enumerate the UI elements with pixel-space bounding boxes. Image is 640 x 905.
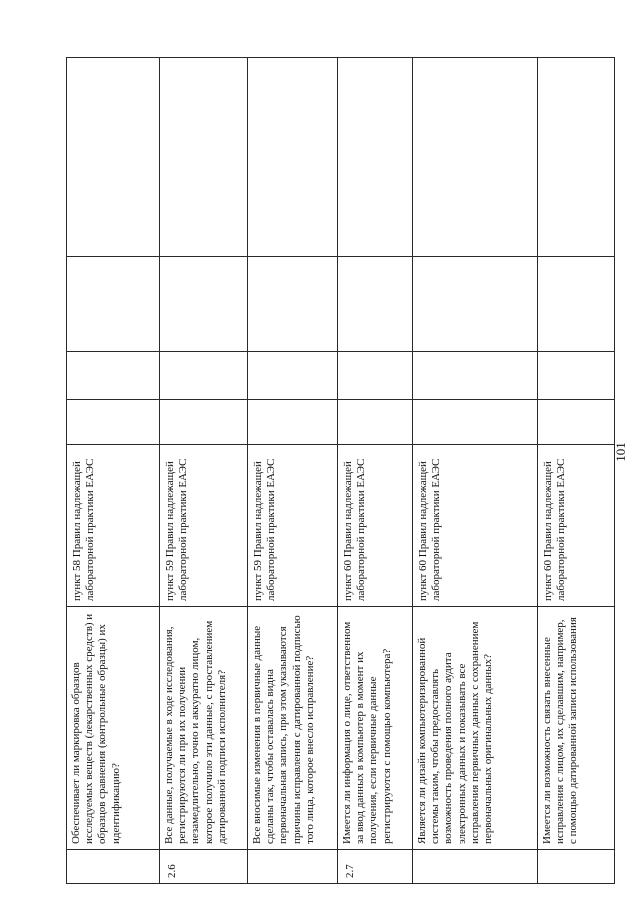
page-number: 101 — [613, 442, 628, 462]
answer-na-cell — [338, 257, 413, 352]
table-row — [413, 58, 538, 884]
answer-no-cell — [538, 352, 615, 400]
question-cell: Обеспечивает ли маркировка образцов исследуемых веществ (лекарственных средств) и образцов сравнения (контрольные образцы) их идентификацию? — [67, 607, 160, 850]
answer-yes-cell — [248, 400, 338, 445]
reference-cell: пункт 59 Правил надлежащей лабораторной практики ЕАЭС — [160, 445, 248, 607]
notes-cell — [248, 58, 338, 257]
reference-cell: пункт 60 Правил надлежащей лабораторной практики ЕАЭС — [538, 445, 615, 607]
answer-no-cell — [338, 352, 413, 400]
question-cell: Является ли дизайн компьютеризированной системы таким, чтобы предоставлять возможность проведения полного аудита электронных данных и показывать все исправления первичных данных с сохранением первоначальных оригинальных данных? — [413, 607, 538, 850]
answer-no-cell — [160, 352, 248, 400]
question-cell: Все данные, получаемые в ходе исследования, регистрируются ли при их получении незамедлительно, точно и аккуратно лицом, которое получило эти данные, с проставлением датированной подписи исполнителя? — [160, 607, 248, 850]
item-number-cell — [248, 850, 338, 884]
checklist-table — [66, 57, 615, 884]
item-number-cell: 2.6 — [160, 850, 248, 884]
table-row — [538, 58, 615, 884]
notes-cell — [160, 58, 248, 257]
answer-no-cell — [413, 352, 538, 400]
table-row — [67, 58, 160, 884]
item-number-cell — [538, 850, 615, 884]
question-cell: Все вносимые изменения в первичные данные сделаны так, чтобы оставалась видна первоначальная запись, при этом указываются причины исправления с датированной подписью того лица, которое внесло исправление? — [248, 607, 338, 850]
table-row — [160, 58, 248, 884]
item-number-cell: 2.7 — [338, 850, 413, 884]
answer-yes-cell — [67, 400, 160, 445]
answer-na-cell — [413, 257, 538, 352]
reference-cell: пункт 60 Правил надлежащей лабораторной практики ЕАЭС — [338, 445, 413, 607]
item-number-cell — [413, 850, 538, 884]
table-row — [338, 58, 413, 884]
notes-cell — [67, 58, 160, 257]
answer-yes-cell — [160, 400, 248, 445]
reference-cell: пункт 58 Правил надлежащей лабораторной практики ЕАЭС — [67, 445, 160, 607]
notes-cell — [538, 58, 615, 257]
checklist-table-area — [66, 58, 614, 884]
answer-yes-cell — [338, 400, 413, 445]
item-number-cell — [67, 850, 160, 884]
notes-cell — [413, 58, 538, 257]
answer-yes-cell — [413, 400, 538, 445]
answer-no-cell — [67, 352, 160, 400]
answer-no-cell — [248, 352, 338, 400]
reference-cell: пункт 60 Правил надлежащей лабораторной практики ЕАЭС — [413, 445, 538, 607]
question-cell: Имеется ли информация о лице, ответственном за ввод данных в компьютер в момент их получения, если первичные данные регистрируются с помощью компьютера? — [338, 607, 413, 850]
answer-na-cell — [67, 257, 160, 352]
answer-yes-cell — [538, 400, 615, 445]
table-row — [248, 58, 338, 884]
answer-na-cell — [160, 257, 248, 352]
question-cell: Имеется ли возможность связать внесенные исправления с лицом, их сделавшим, например, с помощью датированной записи использования — [538, 607, 615, 850]
answer-na-cell — [248, 257, 338, 352]
answer-na-cell — [538, 257, 615, 352]
reference-cell: пункт 59 Правил надлежащей лабораторной практики ЕАЭС — [248, 445, 338, 607]
notes-cell — [338, 58, 413, 257]
